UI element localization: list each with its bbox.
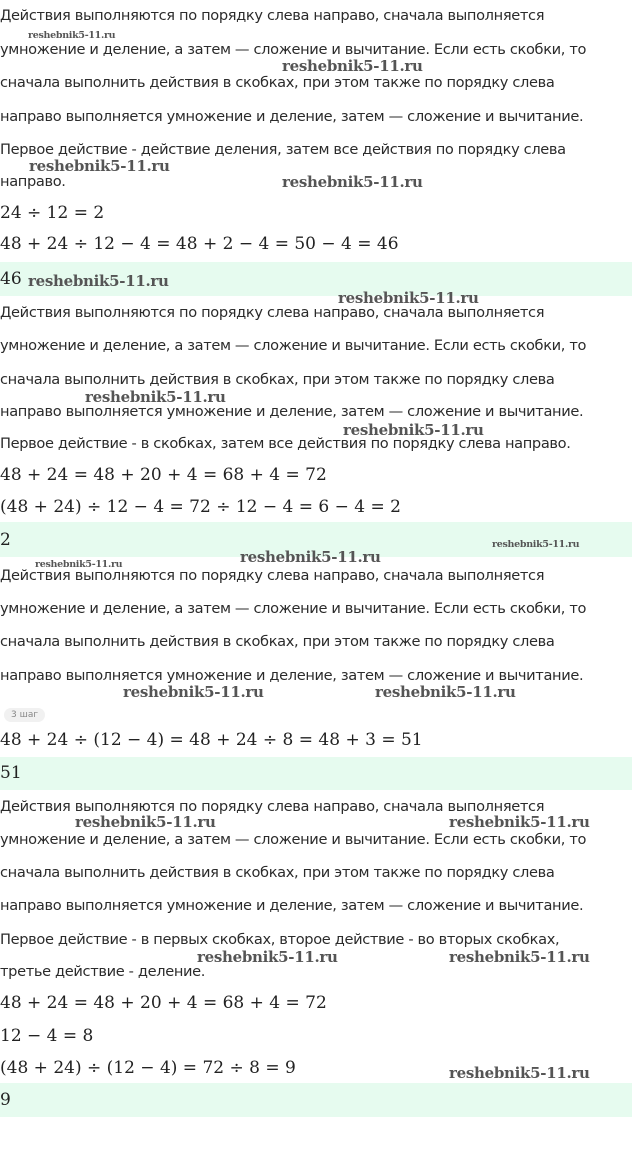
- watermark: reshebnik5-11.ru: [449, 813, 590, 831]
- watermark: reshebnik5-11.ru: [375, 683, 516, 701]
- watermark: reshebnik5-11.ru: [75, 813, 216, 831]
- watermark: reshebnik5-11.ru: [240, 548, 381, 566]
- explanation-line: Действия выполняются по порядку слева направо, сначала выполняется: [0, 798, 545, 815]
- explanation-line: третье действие - деление.: [0, 963, 206, 980]
- math-line: 48 + 24 ÷ 12 − 4 = 48 + 2 − 4 = 50 − 4 = 46: [0, 234, 399, 254]
- math-line: (48 + 24) ÷ 12 − 4 = 72 ÷ 12 − 4 = 6 − 4 = 2: [0, 497, 401, 517]
- watermark: reshebnik5-11.ru: [449, 1064, 590, 1082]
- watermark: reshebnik5-11.ru: [29, 157, 170, 175]
- math-line: 48 + 24 = 48 + 20 + 4 = 68 + 4 = 72: [0, 993, 327, 1013]
- answer-value: 51: [0, 763, 22, 783]
- explanation-line: направо выполняется умножение и деление, затем — сложение и вычитание.: [0, 667, 584, 684]
- explanation-line: Действия выполняются по порядку слева направо, сначала выполняется: [0, 304, 545, 321]
- explanation-line: Первое действие - в первых скобках, второе действие - во вторых скобках,: [0, 931, 560, 948]
- watermark: reshebnik5-11.ru: [85, 388, 226, 406]
- watermark: reshebnik5-11.ru: [492, 539, 580, 550]
- math-line: 48 + 24 ÷ (12 − 4) = 48 + 24 ÷ 8 = 48 + 3 = 51: [0, 730, 423, 750]
- step-label: 3 шаг: [4, 708, 45, 722]
- explanation-line: направо выполняется умножение и деление, затем — сложение и вычитание.: [0, 897, 584, 914]
- watermark: reshebnik5-11.ru: [35, 559, 123, 570]
- explanation-line: Первое действие - в скобках, затем все действия по порядку слева направо.: [0, 435, 571, 452]
- explanation-line: сначала выполнить действия в скобках, при этом также по порядку слева: [0, 74, 555, 91]
- explanation-line: Действия выполняются по порядку слева направо, сначала выполняется: [0, 7, 545, 24]
- explanation-line: сначала выполнить действия в скобках, при этом также по порядку слева: [0, 371, 555, 388]
- math-line: 12 − 4 = 8: [0, 1026, 94, 1046]
- explanation-line: умножение и деление, а затем — сложение и вычитание. Если есть скобки, то: [0, 831, 587, 848]
- explanation-line: направо.: [0, 173, 66, 190]
- explanation-line: умножение и деление, а затем — сложение и вычитание. Если есть скобки, то: [0, 41, 587, 58]
- explanation-line: Действия выполняются по порядку слева направо, сначала выполняется: [0, 567, 545, 584]
- watermark: reshebnik5-11.ru: [282, 173, 423, 191]
- explanation-line: сначала выполнить действия в скобках, при этом также по порядку слева: [0, 864, 555, 881]
- watermark: reshebnik5-11.ru: [28, 30, 116, 41]
- watermark: reshebnik5-11.ru: [338, 289, 479, 307]
- answer-box: [0, 757, 632, 790]
- watermark: reshebnik5-11.ru: [28, 272, 169, 290]
- math-line: 24 ÷ 12 = 2: [0, 203, 105, 223]
- watermark: reshebnik5-11.ru: [197, 948, 338, 966]
- explanation-line: умножение и деление, а затем — сложение и вычитание. Если есть скобки, то: [0, 600, 587, 617]
- answer-value: 2: [0, 530, 11, 550]
- watermark: reshebnik5-11.ru: [449, 948, 590, 966]
- answer-box: [0, 1083, 632, 1117]
- explanation-line: Первое действие - действие деления, затем все действия по порядку слева: [0, 141, 566, 158]
- answer-value: 46: [0, 269, 22, 289]
- explanation-line: направо выполняется умножение и деление, затем — сложение и вычитание.: [0, 403, 584, 420]
- explanation-line: умножение и деление, а затем — сложение и вычитание. Если есть скобки, то: [0, 337, 587, 354]
- watermark: reshebnik5-11.ru: [282, 57, 423, 75]
- answer-value: 9: [0, 1090, 11, 1110]
- watermark: reshebnik5-11.ru: [343, 421, 484, 439]
- math-line: 48 + 24 = 48 + 20 + 4 = 68 + 4 = 72: [0, 465, 327, 485]
- explanation-line: сначала выполнить действия в скобках, при этом также по порядку слева: [0, 633, 555, 650]
- math-line: (48 + 24) ÷ (12 − 4) = 72 ÷ 8 = 9: [0, 1058, 296, 1078]
- explanation-line: направо выполняется умножение и деление, затем — сложение и вычитание.: [0, 108, 584, 125]
- watermark: reshebnik5-11.ru: [123, 683, 264, 701]
